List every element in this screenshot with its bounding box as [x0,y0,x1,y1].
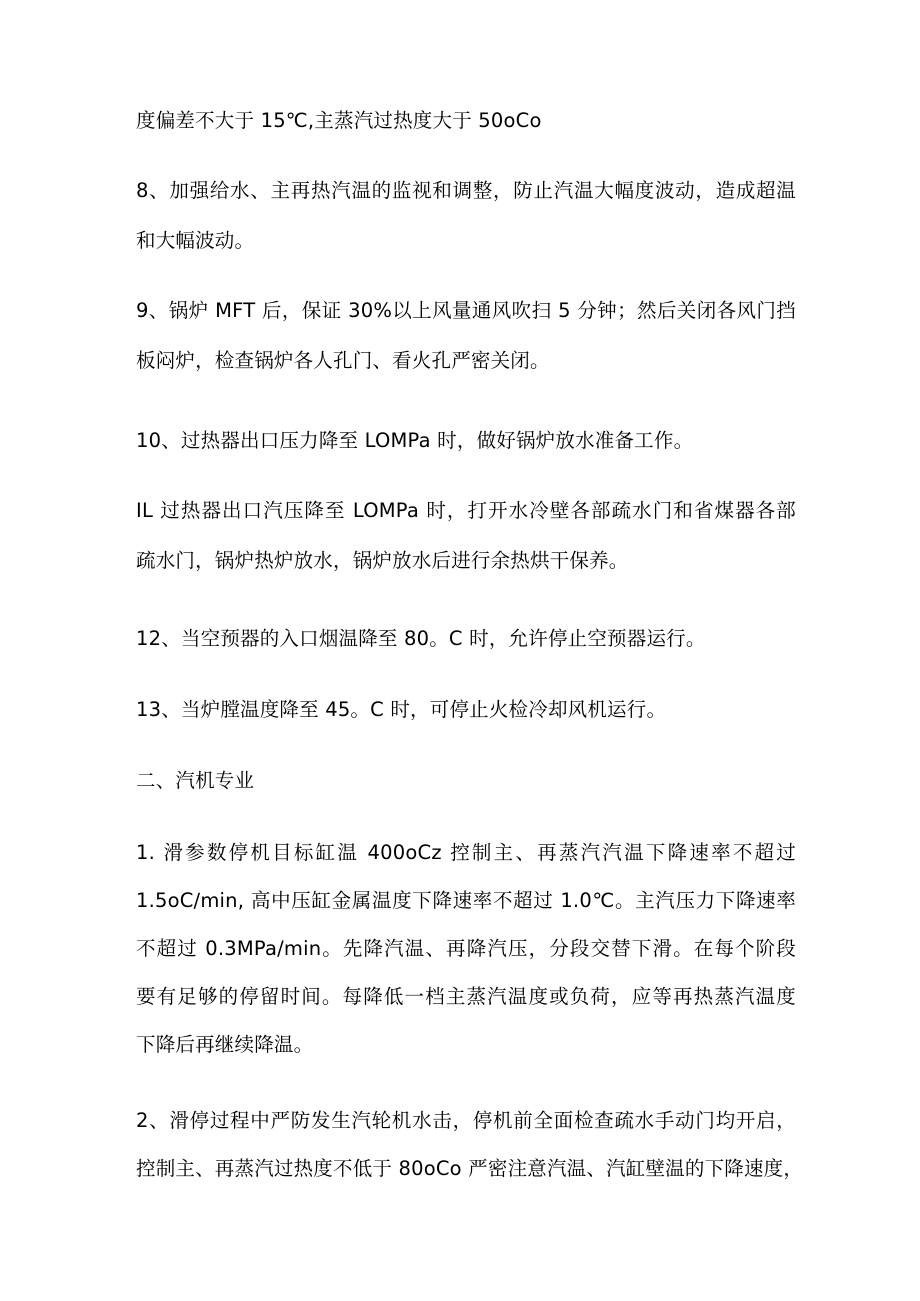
section-heading: 二、汽机专业 [136,769,255,792]
text-line-17: 2、滑停过程中严防发生汽轮机水击，停机前全面检查疏水手动门均开启， [136,1109,796,1132]
text-line-15: 要有足够的停留时间。每降低一档主蒸汽温度或负荷，应等再热蒸汽温度 [136,985,796,1008]
text-line-6: 10、过热器出口压力降至 LOMPa 时，做好锅炉放水准备工作。 [136,429,694,452]
text-line-14: 不超过 0.3MPa/min。先降汽温、再降汽压，分段交替下滑。在每个阶段 [136,937,796,960]
text-line-1: 度偏差不大于 15℃,主蒸汽过热度大于 50oCo [136,109,542,132]
text-line-18: 控制主、再蒸汽过热度不低于 80oCo 严密注意汽温、汽缸壁温的下降速度， [136,1157,804,1180]
text-line-16: 下降后再继续降温。 [136,1033,314,1056]
text-line-2: 8、加强给水、主再热汽温的监视和调整，防止汽温大幅度波动，造成超温 [136,179,796,202]
text-line-5: 板闷炉，检查锅炉各人孔门、看火孔严密关闭。 [136,349,550,372]
text-line-4: 9、锅炉 MFT 后，保证 30%以上风量通风吹扫 5 分钟；然后关闭各风门挡 [136,299,796,322]
text-line-12: 1. 滑参数停机目标缸温 400oCz 控制主、再蒸汽汽温下降速率不超过 [136,841,796,864]
text-line-3: 和大幅波动。 [136,229,255,252]
text-line-7: IL 过热器出口汽压降至 LOMPa 时，打开水冷壁各部疏水门和省煤器各部 [136,499,796,522]
text-line-10: 13、当炉膛温度降至 45。C 时，可停止火检冷却风机运行。 [136,698,667,721]
text-line-9: 12、当空预器的入口烟温降至 80。C 时，允许停止空预器运行。 [136,627,706,650]
text-line-13: 1.5oC∕min, 高中压缸金属温度下降速率不超过 1.0℃。主汽压力下降速率 [136,889,796,912]
text-line-8: 疏水门，锅炉热炉放水，锅炉放水后进行余热烘干保养。 [136,549,629,572]
